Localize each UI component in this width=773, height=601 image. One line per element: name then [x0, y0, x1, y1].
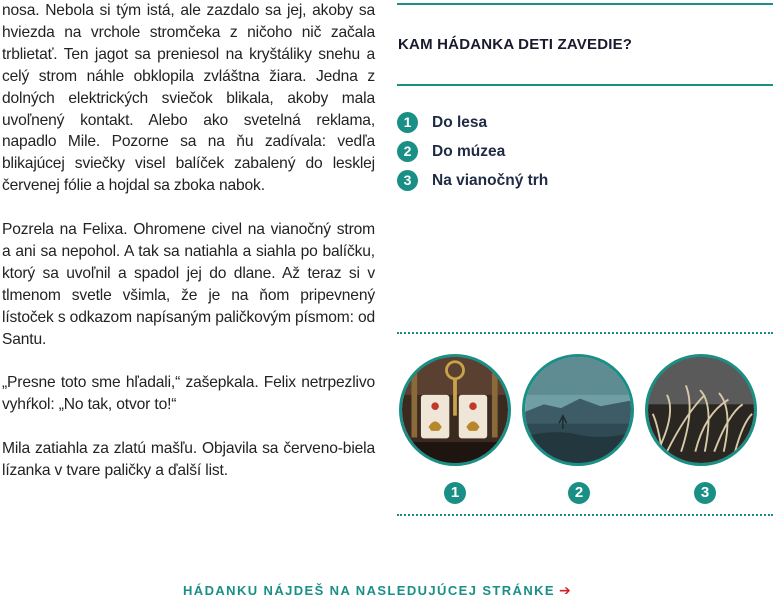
answer-label: Do lesa: [432, 113, 488, 131]
story-paragraph: Pozrela na Felixa. Ohromene civel na vianočný strom a ani sa nepohol. A tak sa natiahla a siahla po balíčku, ktorý sa uvoľnil a spadol jej do dlane. Až teraz si v tlmenom svetle všimla, že je na ňom pripevnený lístoček s odkazom napísaným paličkovým písmom: od Santu.: [2, 221, 375, 348]
picture-number-icon: 1: [444, 482, 466, 504]
quiz-question: KAM HÁDANKA DETI ZAVEDIE?: [398, 36, 633, 53]
answer-option-2[interactable]: [397, 137, 548, 166]
answer-list: [397, 108, 548, 195]
picture-number-icon: 2: [568, 482, 590, 504]
story-paragraph: nosa. Nebola si tým istá, ale zazdalo sa jej, akoby sa hviezda na vrchole stromčeka z ničoho nič začala trblietať. Ten jagot sa preniesol na kryštáliky snehu a celý strom náhle obklopila zvláštna žiara. Jedna z dolných elektrických sviečok blikala, akoby mala uvoľnený kontakt. Alebo ako svetelná reklama, napadlo Mile. Pozorne sa na ňu zadívala: vedľa blikajúcej sviečky visel balíček zabalený do lesklej červenej fólie a hojdal sa zboka nabok.: [2, 2, 375, 195]
museum-keys-picture: [399, 354, 511, 466]
answer-label: Na vianočný trh: [432, 171, 549, 189]
quiz-box: [397, 0, 773, 520]
story-paragraph: Mila zatiahla za zlatú mašľu. Objavila sa červeno-biela lízanka v tvare paličky a ďalší list.: [2, 440, 375, 479]
dry-grass-picture: [645, 354, 757, 466]
story-paragraph: „Presne toto sme hľadali,“ zašepkala. Felix netrpezlivo vyhŕkol: „No tak, otvor to!“: [2, 374, 375, 414]
arrow-right-icon: ➔: [558, 582, 573, 598]
dotted-divider-bottom: [397, 514, 773, 516]
quiz-top-rule: [397, 3, 773, 5]
footer-link[interactable]: [183, 582, 572, 599]
picture-number-icon: 3: [694, 482, 716, 504]
dotted-divider-top: [397, 332, 773, 334]
number-badge-icon: 1: [397, 112, 418, 133]
quiz-divider: [397, 84, 773, 86]
story-text: [2, 0, 375, 482]
answer-option-1[interactable]: [397, 108, 548, 137]
footer-text: HÁDANKU NÁJDEŠ NA NASLEDUJÚCEJ STRÁNKE: [183, 583, 555, 598]
answer-option-3[interactable]: [397, 166, 548, 195]
mountain-picture: [522, 354, 634, 466]
number-badge-icon: 3: [397, 170, 418, 191]
answer-label: Do múzea: [432, 142, 506, 160]
number-badge-icon: 2: [397, 141, 418, 162]
